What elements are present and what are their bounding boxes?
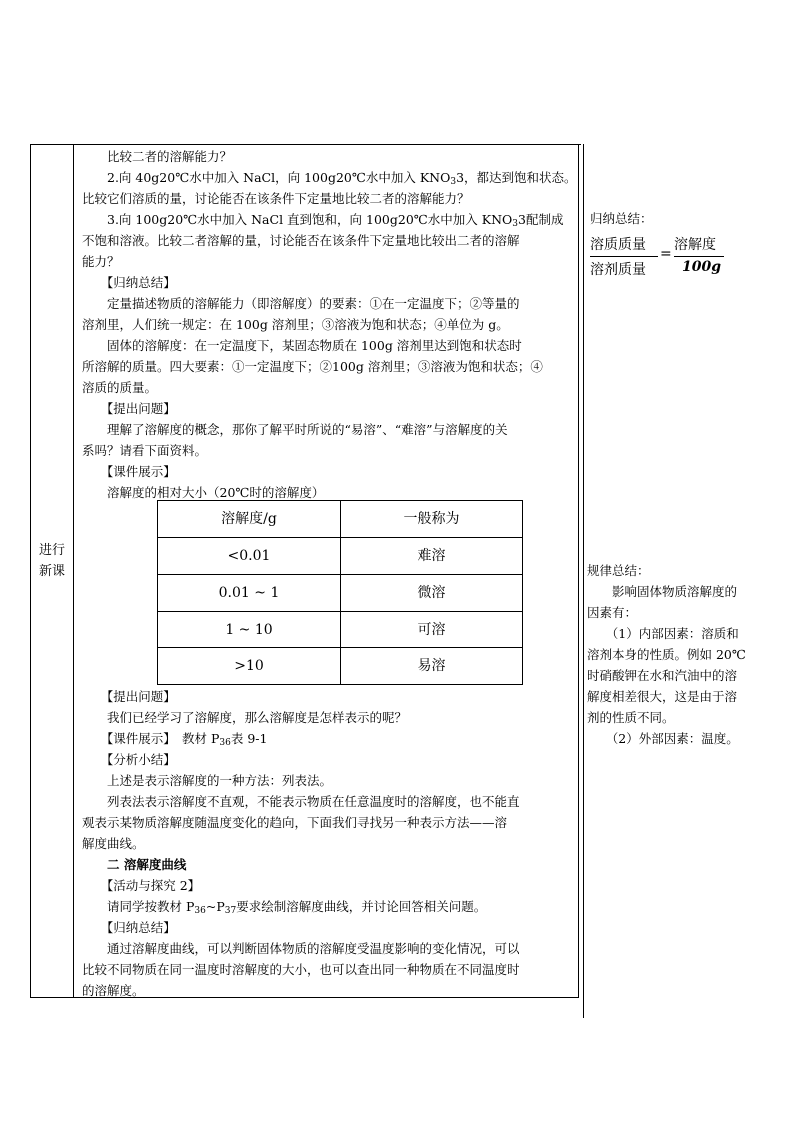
formula-numerator-left: 溶质质量 [590,237,646,253]
text-line: 定量描述物质的溶解能力（即溶解度）的要素：①在一定温度下；②等量的 [82,296,520,311]
formula-denominator-right: 100g [682,259,722,275]
frame-left [30,144,31,998]
section-label-1: 进行 [38,543,65,558]
text-line: 解度曲线。 [82,836,145,851]
formula-denominator-left: 溶剂质量 [590,262,646,278]
text-line: 固体的溶解度：在一定温度下，某固态物质在 100g 溶剂里达到饱和状态时 [82,338,522,353]
subsection-title: 二 溶解度曲线 [82,857,187,872]
fraction-bar [674,256,724,257]
table-header-row [158,501,522,537]
side-summary-label: 归纳总结： [590,211,653,226]
text-line: 溶剂里，人们统一规定：在 100g 溶剂里；③溶液为饱和状态；④单位为 g。 [82,317,509,332]
section-label-2: 新课 [38,564,65,579]
table-cell: >10 [234,658,264,674]
rule-summary-line: 溶剂本身的性质。例如 20℃ [587,647,746,662]
table-cell: 可溶 [417,622,446,638]
section-heading: 【提出问题】 [82,401,176,416]
text-line: 上述是表示溶解度的一种方法：列表法。 [82,773,333,788]
text-line: 通过溶解度曲线，可以判断固体物质的溶解度受温度影响的变化情况，可以 [82,941,520,956]
text-line: 的溶解度。 [82,983,145,998]
text-line: 能力？ [82,254,120,269]
text-line: 理解了溶解度的概念，那你了解平时所说的“易溶”、“难溶”与溶解度的关 [82,422,508,437]
side-column-line [583,144,584,1018]
table-cell: 易溶 [417,658,446,674]
table-cell: 0.01 ~ 1 [218,585,280,601]
rule-summary-line: 规律总结： [587,563,650,578]
solubility-formula [590,232,730,276]
rule-summary-line: 时硝酸钾在水和汽油中的溶 [587,668,738,683]
text-line: 我们已经学习了溶解度，那么溶解度是怎样表示的呢？ [82,710,408,725]
table-cell: 微溶 [417,585,446,601]
text-line: 不饱和溶液。比较二者溶解的量，讨论能否在该条件下定量地比较出二者的溶解 [82,233,520,248]
text-line: 溶质的质量。 [82,380,158,395]
table-row [158,647,522,684]
rule-summary-line: 解度相差很大，这是由于溶 [587,689,738,704]
text-line: 列表法表示溶解度不直观，不能表示物质在任意温度时的溶解度，也不能直 [82,794,520,809]
section-heading: 【归纳总结】 [82,920,176,935]
solubility-table [157,500,523,685]
text-line: 【课件展示】 教材 $P_{36}$表 9-1 [82,731,268,748]
rule-summary-line: （2）外部因素：温度。 [587,731,739,746]
frame-right [578,144,579,998]
text-line: 所溶解的质量。四大要素：①一定温度下；②100g 溶剂里；③溶液为饱和状态；④ [82,359,543,374]
text-line: 比较二者的溶解能力？ [82,149,233,164]
table-row [158,574,522,611]
table-cell: <0.01 [227,548,271,564]
table-cell: 难溶 [417,548,446,564]
table-header-cell: 一般称为 [403,511,460,527]
text-line: 2.向 40g20℃水中加入 NaCl，向 100g20℃水中加入 $KNO_33$，都达到饱和状态。 [82,170,577,187]
section-heading: 【提出问题】 [82,689,176,704]
table-header-cell: 溶解度/g [221,511,277,527]
table-row [158,537,522,574]
frame-divider [73,144,74,998]
formula-equals: = [660,246,672,262]
text-line: 3.向 100g20℃水中加入 NaCl 直到饱和，向 100g20℃水中加入 $KNO_33$配制成 [82,212,564,229]
text-line: 比较它们溶质的量，讨论能否在该条件下定量地比较二者的溶解能力？ [82,191,470,206]
rule-summary-line: 因素有： [587,605,638,620]
text-line: 请同学按教材 $P_{36}\sim P_{37}$要求绘制溶解度曲线，并讨论回答相关问题。 [82,899,487,916]
text-line: 比较不同物质在同一温度时溶解度的大小，也可以查出同一种物质在不同温度时 [82,962,520,977]
frame-top [30,144,581,145]
formula-numerator-right: 溶解度 [674,237,716,253]
section-heading: 【归纳总结】 [82,275,176,290]
table-cell: 1 ~ 10 [225,622,273,638]
rule-summary-line: 剂的性质不同。 [587,710,675,725]
text-line: 观表示某物质溶解度随温度变化的趋向，下面我们寻找另一种表示方法——溶 [82,815,508,830]
section-heading: 【活动与探究 2】 [82,878,201,893]
section-heading: 【课件展示】 [82,464,176,479]
table-caption: 溶解度的相对大小（20℃时的溶解度） [82,485,325,500]
section-heading: 【分析小结】 [82,752,176,767]
text-line: 系吗？请看下面资料。 [82,443,208,458]
rule-summary-line: （1）内部因素：溶质和 [587,626,739,641]
rule-summary-line: 影响固体物质溶解度的 [587,584,738,599]
fraction-bar [590,256,658,257]
table-row [158,611,522,648]
